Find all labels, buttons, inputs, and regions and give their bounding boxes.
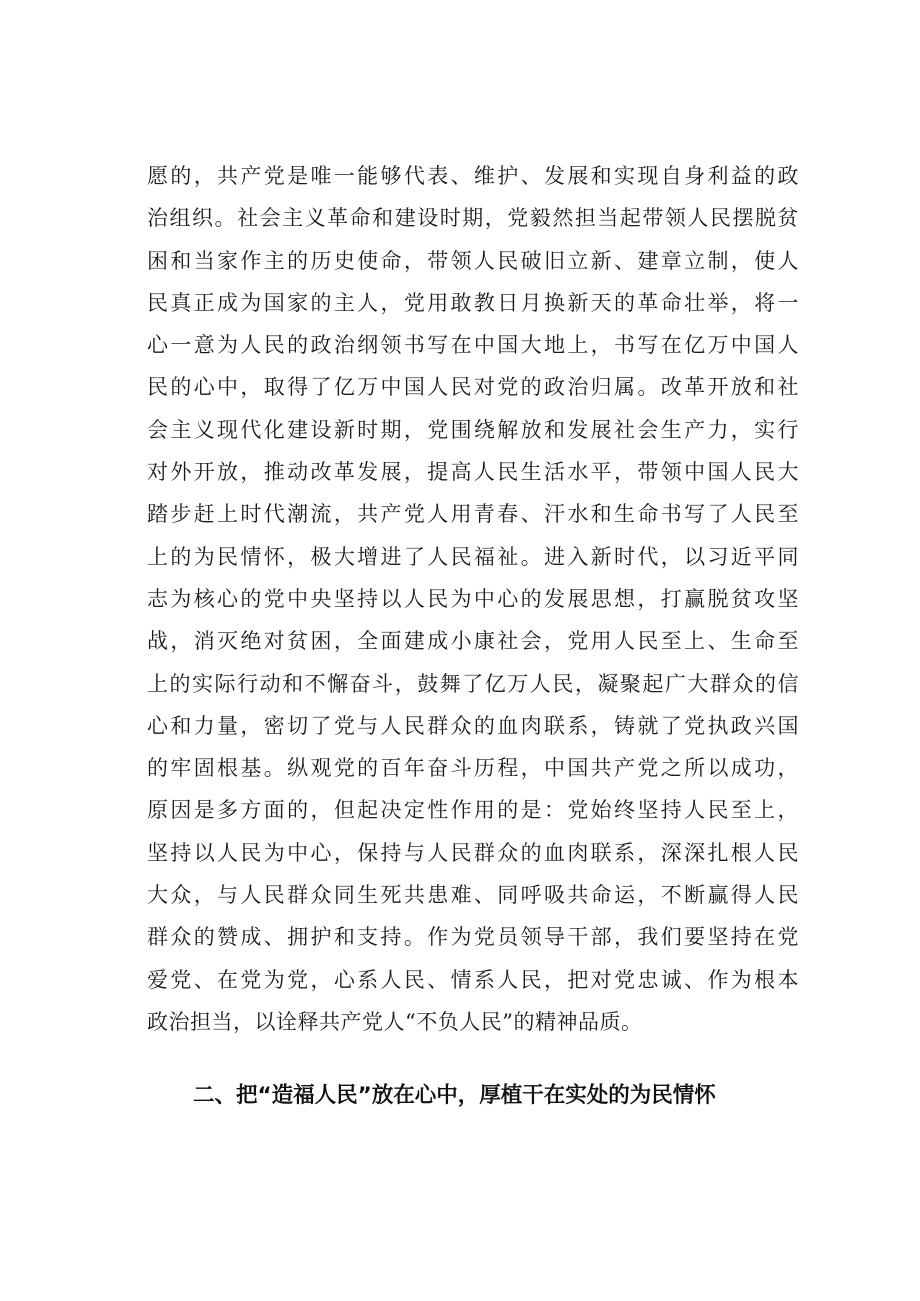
paragraph-line: 坚持以人民为中心，保持与人民群众的血肉联系，深深扎根人民 <box>147 840 799 865</box>
paragraph-line: 群众的赞成、拥护和支持。作为党员领导干部，我们要坚持在党 <box>147 925 799 950</box>
paragraph-line: 上的为民情怀，极大增进了人民福祉。进入新时代，以习近平同 <box>147 544 799 569</box>
section-heading: 二、把“造福人民”放在心中，厚植干在实处的为民情怀 <box>193 1083 716 1108</box>
paragraph-line-last: 政治担当，以诠释共产党人“不负人民”的精神品质。 <box>147 1009 643 1034</box>
body-paragraph <box>147 155 799 1043</box>
paragraph-line: 心和力量，密切了党与人民群众的血肉联系，铸就了党执政兴国 <box>147 713 799 738</box>
paragraph-line: 民真正成为国家的主人，党用敢教日月换新天的革命壮举，将一 <box>147 290 799 315</box>
paragraph-line: 战，消灭绝对贫困，全面建成小康社会，党用人民至上、生命至 <box>147 629 799 654</box>
paragraph-line: 会主义现代化建设新时期，党围绕解放和发展社会生产力，实行 <box>147 417 799 442</box>
paragraph-line: 上的实际行动和不懈奋斗，鼓舞了亿万人民，凝聚起广大群众的信 <box>147 671 799 696</box>
paragraph-line: 大众，与人民群众同生死共患难、同呼吸共命运，不断赢得人民 <box>147 883 799 908</box>
paragraph-line: 的牢固根基。纵观党的百年奋斗历程，中国共产党之所以成功， <box>147 756 799 781</box>
paragraph-line: 困和当家作主的历史使命，带领人民破旧立新、建章立制，使人 <box>147 248 799 273</box>
paragraph-line: 原因是多方面的，但起决定性作用的是：党始终坚持人民至上， <box>147 798 799 823</box>
paragraph-line: 心一意为人民的政治纲领书写在中国大地上，书写在亿万中国人 <box>147 333 799 358</box>
paragraph-line: 爱党、在党为党，心系人民、情系人民，把对党忠诚、作为根本 <box>147 967 799 992</box>
paragraph-line: 民的心中，取得了亿万中国人民对党的政治归属。改革开放和社 <box>147 375 799 400</box>
paragraph-line: 踏步赶上时代潮流，共产党人用青春、汗水和生命书写了人民至 <box>147 502 799 527</box>
paragraph-line: 对外开放，推动改革发展，提高人民生活水平，带领中国人民大 <box>147 460 799 485</box>
paragraph-line: 治组织。社会主义革命和建设时期，党毅然担当起带领人民摆脱贫 <box>147 206 799 231</box>
paragraph-line: 愿的，共产党是唯一能够代表、维护、发展和实现自身利益的政 <box>147 164 799 188</box>
paragraph-line: 志为核心的党中央坚持以人民为中心的发展思想，打赢脱贫攻坚 <box>147 586 799 611</box>
